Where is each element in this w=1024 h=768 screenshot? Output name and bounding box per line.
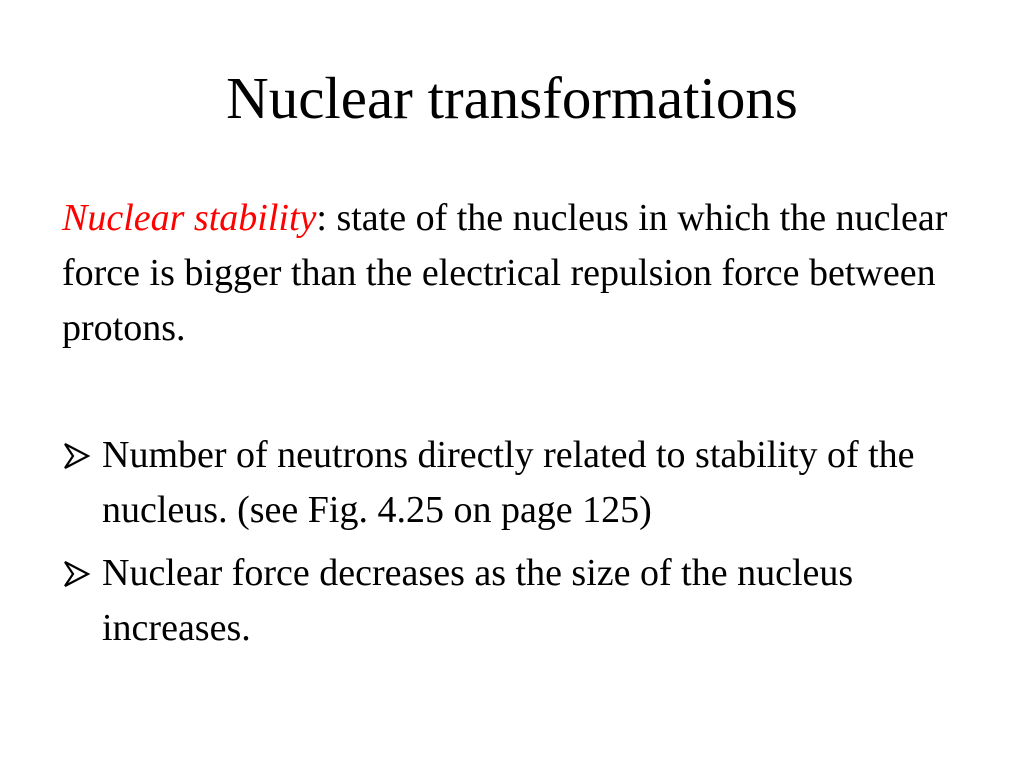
- definition-text: state of the nucleus in which the nuclear force is bigger than the electrical repulsion force between protons.: [62, 197, 948, 349]
- bullet-text: Nuclear force decreases as the size of the nucleus increases.: [102, 552, 854, 649]
- bullet-list: [62, 428, 982, 664]
- definition-paragraph: [62, 191, 982, 356]
- slide-title: Nuclear transformations: [226, 65, 798, 131]
- bullet-item: [62, 546, 982, 656]
- arrow-right-icon: [62, 559, 92, 589]
- definition-term: Nuclear stability: [62, 197, 317, 239]
- bullet-item: [62, 428, 982, 538]
- bullet-text: Number of neutrons directly related to stability of the nucleus. (see Fig. 4.25 on page 125): [102, 434, 915, 531]
- definition-separator: :: [316, 197, 327, 239]
- arrow-right-icon: [62, 441, 92, 471]
